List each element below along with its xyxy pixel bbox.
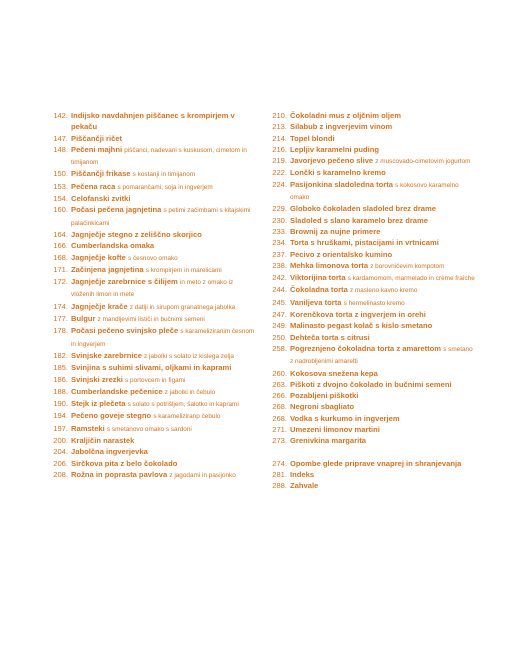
entry-text — [71, 313, 256, 325]
entry-text — [290, 297, 475, 309]
recipe-description: s kardamomom, marmelado in crème fraîche — [347, 275, 475, 283]
toc-entry — [263, 272, 475, 284]
page-number: 160. — [53, 205, 68, 215]
page-number: 185. — [53, 363, 68, 373]
page-number: 190. — [53, 399, 68, 409]
toc-entry — [263, 379, 475, 390]
toc-entry — [44, 362, 256, 373]
page-number: 178. — [53, 326, 68, 336]
toc-entry — [263, 284, 475, 296]
page-number: 148. — [53, 144, 68, 154]
page-number: 245. — [272, 297, 287, 307]
page-number: 147. — [53, 133, 68, 143]
page-number: 214. — [272, 133, 287, 143]
recipe-description: s karameliziranim česnom in ingverjem — [71, 328, 255, 348]
entry-text — [290, 390, 475, 401]
recipe-title: Umezeni limonov martini — [290, 425, 380, 435]
page-number: 177. — [53, 314, 68, 324]
page-number: 168. — [53, 252, 68, 262]
page-number: 216. — [272, 144, 287, 154]
page-number: 288. — [272, 481, 287, 491]
toc-entry — [263, 368, 475, 379]
entry-text — [290, 121, 475, 132]
page-number: 238. — [272, 260, 287, 270]
entry-text — [290, 401, 475, 412]
toc-entry — [44, 469, 256, 481]
page-number: 208. — [53, 469, 68, 479]
entry-text — [290, 237, 475, 248]
recipe-description: z datlji in sirupom granatnega jabolka — [129, 303, 236, 311]
toc-entry — [44, 458, 256, 469]
toc-right-column — [263, 110, 475, 492]
entry-text — [71, 181, 256, 193]
page-number: 263. — [272, 379, 287, 389]
recipe-title: Lepljiv karamelni puding — [290, 144, 380, 154]
recipe-title: Sirčkova pita z belo čokolado — [71, 458, 178, 468]
recipe-title: Jagnječje kofte — [71, 252, 126, 262]
page-number: 268. — [272, 402, 287, 412]
toc-entry — [44, 446, 256, 457]
toc-entry — [44, 423, 256, 435]
recipe-title: Negroni sbagliato — [290, 402, 355, 412]
toc-entry — [263, 203, 475, 214]
entry-text — [71, 435, 256, 446]
page-number: 266. — [272, 391, 287, 401]
recipe-title: Pečeno goveje stegno — [71, 411, 152, 421]
recipe-title: Piškoti z dvojno čokolado in bučnimi semeni — [290, 379, 452, 389]
page-number: 268. — [272, 413, 287, 423]
entry-text — [290, 413, 475, 424]
toc-entry — [44, 374, 256, 386]
entry-text — [71, 276, 256, 301]
entry-text — [71, 133, 256, 144]
recipe-title: Jagnječje krače — [71, 301, 128, 311]
toc-entry — [263, 320, 475, 331]
entry-text — [290, 226, 475, 237]
section-gap — [263, 447, 475, 458]
page-number: 230. — [272, 215, 287, 225]
entry-text — [290, 272, 475, 284]
recipe-title: Topel blondi — [290, 133, 335, 143]
recipe-description: s smetanovo omako s sardoni — [106, 425, 192, 433]
entry-text — [290, 469, 475, 480]
entry-text — [290, 144, 475, 155]
entry-text — [71, 240, 256, 251]
recipe-description: s kostanji in timijanom — [132, 171, 196, 179]
recipe-title: Vaniljeva torta — [290, 297, 342, 307]
toc-entry — [44, 410, 256, 422]
recipe-title: Pečeni majhni — [71, 144, 123, 154]
recipe-title: Celofanski zvitki — [71, 194, 131, 204]
recipe-title: Pečena raca — [71, 181, 116, 191]
recipe-title: Globoko čokoladen sladoled brez drame — [290, 204, 437, 214]
page-number: 249. — [272, 321, 287, 331]
toc-entry — [263, 480, 475, 491]
recipe-description: s petimi začimbami s kitajskimi palačinkicami — [71, 207, 251, 227]
recipe-title: Piščančji ričet — [71, 133, 123, 143]
recipe-title: Jabolčna ingverjevka — [71, 447, 148, 457]
page-number: 172. — [53, 277, 68, 287]
recipe-description: z mandljevimi lističi in bučnimi semeni — [97, 316, 205, 324]
page-number: 188. — [53, 386, 68, 396]
page-number: 237. — [272, 249, 287, 259]
page-number: 234. — [272, 238, 287, 248]
recipe-description: z muscovado-cimetovim jogurtom — [375, 158, 471, 166]
recipe-title: Pecivo z orientalsko kumino — [290, 249, 393, 259]
toc-entry — [44, 252, 256, 264]
recipe-title: Dehteča torta s citrusi — [290, 332, 370, 342]
recipe-title: Opombe glede priprave vnaprej in shranjevanja — [290, 458, 462, 468]
recipe-title: Pogreznjeno čokoladna torta z amarettom — [290, 343, 442, 353]
entry-text — [71, 398, 256, 410]
toc-entry — [44, 435, 256, 446]
entry-text — [71, 193, 256, 204]
toc-entry — [263, 110, 475, 121]
recipe-title: Svinjina s suhimi slivami, oljkami in kaprami — [71, 363, 232, 373]
recipe-title: Sladoled s slano karamelo brez drame — [290, 215, 429, 225]
toc-entry — [263, 401, 475, 412]
recipe-title: Kraljičin narastek — [71, 436, 135, 446]
page-number: 150. — [53, 169, 68, 179]
toc-entry — [263, 237, 475, 248]
toc-entry — [44, 110, 256, 133]
toc-entry — [44, 240, 256, 251]
entry-text — [290, 343, 475, 368]
entry-text — [71, 301, 256, 313]
toc-entry — [263, 155, 475, 167]
page-number: 219. — [272, 156, 287, 166]
entry-text — [71, 204, 256, 229]
toc-entry — [263, 215, 475, 226]
entry-text — [71, 110, 256, 133]
entry-text — [290, 133, 475, 144]
recipe-description: s hermelinasto kremo — [343, 299, 405, 307]
recipe-title: Jagnječje zarebrnice s čilijem — [71, 277, 178, 287]
entry-text — [290, 368, 475, 379]
toc-entry — [263, 297, 475, 309]
recipe-title: Svinjske zarebrnice — [71, 350, 142, 360]
page-number: 142. — [53, 111, 68, 120]
page-number: 197. — [53, 423, 68, 433]
recipe-title: Rožna in poprasta pavlova — [71, 469, 168, 479]
recipe-description: z jabolki s solato iz kislega zelja — [144, 352, 234, 360]
toc-entry — [44, 133, 256, 144]
page-number: 250. — [272, 332, 287, 342]
recipe-title: Grenivkina margarita — [290, 436, 366, 446]
toc-entry — [44, 313, 256, 325]
toc-left-column — [44, 110, 256, 481]
recipe-description: s kokosovo karamelno omako — [290, 181, 459, 202]
entry-text — [71, 229, 256, 240]
entry-text — [71, 168, 256, 180]
page-number: 271. — [272, 425, 287, 435]
page-number: 233. — [272, 226, 287, 236]
recipe-title: Pozabljeni piškotki — [290, 391, 359, 401]
entry-text — [71, 386, 256, 398]
entry-text — [290, 309, 475, 320]
toc-entry — [263, 121, 475, 132]
toc-entry — [44, 193, 256, 204]
recipe-title: Javorjevo pečeno slive — [290, 156, 374, 166]
entry-text — [290, 332, 475, 343]
recipe-title: Korenčkova torta z ingverjem in orehi — [290, 310, 426, 320]
toc-entry — [263, 469, 475, 480]
entry-text — [71, 458, 256, 469]
toc-entry — [44, 181, 256, 193]
recipe-description: in meto z omako iz vloženih limon in mete — [71, 279, 234, 299]
page-number: 166. — [53, 241, 68, 251]
toc-entry — [263, 390, 475, 401]
recipe-title: Lončki s karamelno kremo — [290, 168, 386, 178]
recipe-title: Torta s hruškami, pistacijami in vrtnicami — [290, 238, 439, 248]
entry-text — [290, 215, 475, 226]
toc-entry — [44, 144, 256, 169]
entry-text — [71, 469, 256, 481]
recipe-title: Piščančji frikase — [71, 169, 131, 179]
entry-text — [290, 458, 475, 469]
page-number: 174. — [53, 301, 68, 311]
entry-text — [290, 155, 475, 167]
entry-text — [71, 350, 256, 362]
toc-entry — [263, 179, 475, 204]
page-number: 242. — [272, 273, 287, 283]
toc-entry — [44, 350, 256, 362]
page-number: 260. — [272, 368, 287, 378]
recipe-description: s smetano z nadrobljenimi amaretti — [290, 345, 473, 366]
recipe-description: z borovničevim kompotom — [370, 262, 445, 270]
page-number: 210. — [272, 111, 287, 120]
page-number: 273. — [272, 436, 287, 446]
toc-entry — [263, 343, 475, 368]
recipe-title: Indijsko navdahnjen piščanec s krompirjem v pekaču — [71, 111, 235, 132]
recipe-title: Čokoladni mus z oljčnim oljem — [290, 111, 401, 120]
recipe-title: Začinjena jagnjetina — [71, 264, 144, 274]
recipe-title: Mehka limonova torta — [290, 260, 369, 270]
toc-entry — [44, 264, 256, 276]
recipe-description: piščanci, nadevani s kuskusom, cimetom in timijanom — [71, 146, 247, 167]
recipe-title: Brownij za nujne primere — [290, 226, 381, 236]
recipe-title: Stejk iz plečeta — [71, 399, 126, 409]
toc-entry — [263, 144, 475, 155]
page-number: 244. — [272, 285, 287, 295]
recipe-title: Vodka s kurkumo in ingverjem — [290, 413, 400, 423]
recipe-title: Silabub z ingverjevim vinom — [290, 122, 393, 132]
toc-entry — [44, 204, 256, 229]
recipe-title: Pasijonkina sladoledna torta — [290, 179, 393, 189]
recipe-description: z jagodami in pasijonko — [169, 471, 236, 479]
toc-entry — [263, 226, 475, 237]
page-number: 154. — [53, 194, 68, 204]
entry-text — [290, 203, 475, 214]
entry-text — [71, 423, 256, 435]
entry-text — [71, 264, 256, 276]
entry-text — [290, 424, 475, 435]
recipe-title: Jagnječje stegno z zeliščno skorjico — [71, 229, 202, 239]
page-number: 222. — [272, 168, 287, 178]
toc-entry — [44, 398, 256, 410]
page-number: 164. — [53, 229, 68, 239]
entry-text — [290, 110, 475, 121]
toc-entry — [44, 386, 256, 398]
entry-text — [290, 379, 475, 390]
recipe-description: s česnovo omako — [128, 254, 178, 262]
entry-text — [71, 252, 256, 264]
toc-entry — [263, 332, 475, 343]
recipe-description: s portovcem in figami — [125, 376, 186, 384]
entry-text — [290, 167, 475, 178]
toc-entry — [44, 325, 256, 350]
recipe-title: Bulgur — [71, 314, 96, 324]
entry-text — [290, 435, 475, 446]
toc-entry — [263, 458, 475, 469]
entry-text — [71, 362, 256, 373]
entry-text — [290, 179, 475, 204]
recipe-title: Cumberlandska omaka — [71, 241, 155, 251]
recipe-title: Čokoladna torta — [290, 285, 348, 295]
entry-text — [71, 374, 256, 386]
page-number: 258. — [272, 343, 287, 353]
toc-entry — [263, 133, 475, 144]
recipe-title: Počasi pečeno svinjsko pleče — [71, 326, 179, 336]
recipe-title: Kokosova snežena kepa — [290, 368, 378, 378]
page-number: 153. — [53, 181, 68, 191]
toc-entry — [263, 309, 475, 320]
entry-text — [71, 144, 256, 169]
page-number: 229. — [272, 204, 287, 214]
page-number: 247. — [272, 310, 287, 320]
recipe-description: s krompirjem in marelicami — [145, 266, 222, 274]
toc-entry — [263, 167, 475, 178]
recipe-title: Svinjski zrezki — [71, 374, 123, 384]
recipe-title: Indeks — [290, 469, 315, 479]
page-number: 182. — [53, 350, 68, 360]
page-number: 206. — [53, 458, 68, 468]
recipe-title: Malinasto pegast kolač s kislo smetano — [290, 321, 433, 331]
page-number: 224. — [272, 179, 287, 189]
toc-entry — [44, 168, 256, 180]
entry-text — [290, 480, 475, 491]
recipe-title: Počasi pečena jagnjetina — [71, 205, 162, 215]
recipe-description: s pomarančami, soja in ingverjem — [117, 183, 213, 191]
toc-entry — [263, 413, 475, 424]
recipe-title: Viktorijina torta — [290, 273, 346, 283]
page-number: 274. — [272, 458, 287, 468]
recipe-title: Ramsteki — [71, 423, 105, 433]
recipe-description: s karameliziranp čebulo — [153, 413, 221, 421]
recipe-description: s solato s potrišljem, šalotko in kaprami — [127, 401, 239, 409]
toc-entry — [263, 435, 475, 446]
page-number: 200. — [53, 436, 68, 446]
recipe-title: Zahvale — [290, 481, 319, 491]
entry-text — [71, 410, 256, 422]
toc-entry — [263, 260, 475, 272]
toc-entry — [44, 229, 256, 240]
entry-text — [290, 284, 475, 296]
entry-text — [290, 249, 475, 260]
recipe-description: z masleno kavno kremo — [349, 287, 418, 295]
page-number: 281. — [272, 469, 287, 479]
entry-text — [290, 260, 475, 272]
page-number: 171. — [53, 264, 68, 274]
page-number: 213. — [272, 122, 287, 132]
page-number: 194. — [53, 411, 68, 421]
entry-text — [71, 446, 256, 457]
toc-entry — [263, 249, 475, 260]
recipe-description: z jabolki in čebulo — [164, 388, 216, 396]
entry-text — [290, 320, 475, 331]
entry-text — [71, 325, 256, 350]
recipe-title: Cumberlandske pečenice — [71, 386, 163, 396]
toc-entry — [263, 424, 475, 435]
toc-entry — [44, 301, 256, 313]
toc-entry — [44, 276, 256, 301]
page-number: 204. — [53, 447, 68, 457]
page-number: 186. — [53, 374, 68, 384]
